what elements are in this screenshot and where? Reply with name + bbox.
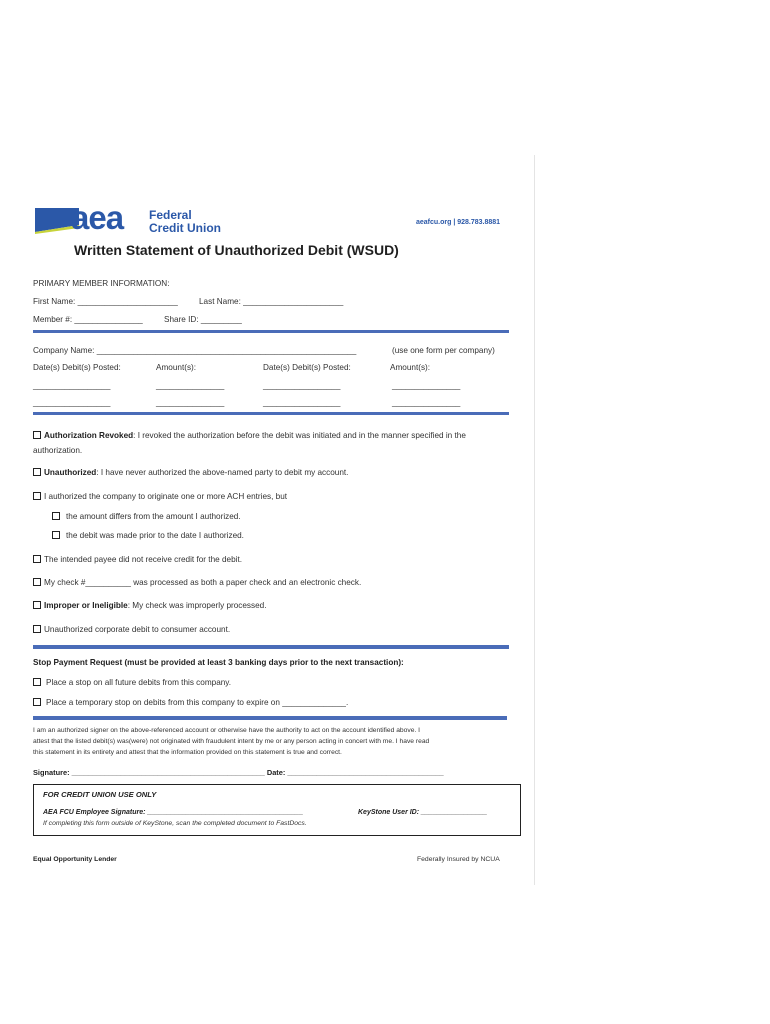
footer-ncua: Federally Insured by NCUA bbox=[417, 856, 500, 863]
attestation-line-2: attest that the listed debit(s) was(were) not originated with fraudulent intent by me or any person acting in concert with me. I have read bbox=[33, 738, 430, 745]
keystone-id-field[interactable]: KeyStone User ID: _________________ bbox=[358, 809, 488, 816]
logo-line1: Federal bbox=[149, 208, 192, 222]
date-label: Date: bbox=[266, 768, 286, 777]
sub-option-amount-differs[interactable] bbox=[52, 512, 241, 521]
checkbox[interactable] bbox=[33, 601, 41, 609]
attestation-line-1: I am an authorized signer on the above-referenced account or otherwise have the authority to act on the account identified above. I bbox=[33, 727, 421, 734]
signature-line[interactable]: _______________________________________________ bbox=[71, 768, 265, 777]
checkbox[interactable] bbox=[33, 578, 41, 586]
checkbox[interactable] bbox=[33, 625, 41, 633]
first-name-field[interactable]: First Name: ______________________ bbox=[33, 297, 178, 306]
member-info-label: PRIMARY MEMBER INFORMATION: bbox=[33, 279, 170, 288]
date-line[interactable]: ______________________________________ bbox=[287, 768, 444, 777]
amounts-header-left: Amount(s): bbox=[156, 363, 197, 372]
option-text: Place a stop on all future debits from this company. bbox=[46, 678, 232, 687]
page-edge-divider bbox=[534, 155, 535, 885]
checkbox[interactable] bbox=[33, 698, 41, 706]
option-text: Place a temporary stop on debits from this company to expire on ______________. bbox=[46, 698, 349, 707]
last-name-field[interactable]: Last Name: ______________________ bbox=[199, 297, 344, 306]
date-blank-4[interactable]: _________________ bbox=[263, 398, 341, 407]
company-name-field[interactable]: Company Name: _________________________________________________________ bbox=[33, 346, 357, 355]
date-blank-2[interactable]: _________________ bbox=[263, 381, 341, 390]
option-text: : My check was improperly processed. bbox=[127, 601, 267, 610]
option-ach-authorized[interactable] bbox=[33, 492, 287, 501]
section-divider bbox=[33, 412, 509, 415]
option-text: Unauthorized corporate debit to consumer account. bbox=[44, 625, 231, 634]
attestation-line-3: this statement in its entirety and attest that the information provided on this statement is true and correct. bbox=[33, 749, 342, 756]
company-note: (use one form per company) bbox=[392, 346, 495, 355]
option-text: the debit was made prior to the date I authorized. bbox=[66, 531, 244, 540]
fastdocs-note: If completing this form outside of KeyStone, scan the completed document to FastDocs. bbox=[43, 820, 307, 827]
contact-info: aeafcu.org | 928.783.8881 bbox=[416, 219, 501, 226]
option-text: My check #__________ was processed as both a paper check and an electronic check. bbox=[44, 578, 362, 587]
option-payee-no-credit[interactable] bbox=[33, 555, 242, 564]
member-number-field[interactable]: Member #: _______________ bbox=[33, 315, 143, 324]
logo-mark: aea bbox=[71, 199, 124, 236]
credit-union-box-heading: FOR CREDIT UNION USE ONLY bbox=[43, 790, 157, 799]
dates-header-right: Date(s) Debit(s) Posted: bbox=[263, 363, 351, 372]
logo-line2: Credit Union bbox=[149, 221, 221, 235]
date-blank-1[interactable]: _________________ bbox=[33, 381, 111, 390]
option-text: the amount differs from the amount I authorized. bbox=[66, 512, 241, 521]
option-label-bold: Improper or Ineligible bbox=[44, 601, 128, 610]
option-text: The intended payee did not receive credit for the debit. bbox=[44, 555, 242, 564]
signature-row[interactable] bbox=[33, 768, 444, 777]
checkbox[interactable] bbox=[33, 555, 41, 563]
amount-blank-1[interactable]: _______________ bbox=[156, 381, 225, 390]
employee-signature-field[interactable]: AEA FCU Employee Signature: ________________________________________ bbox=[43, 809, 304, 816]
option-text: : I revoked the authorization before the debit was initiated and in the manner specified in the bbox=[133, 431, 466, 440]
option-corporate-debit[interactable] bbox=[33, 625, 230, 634]
option-unauthorized[interactable] bbox=[33, 468, 348, 477]
section-divider bbox=[33, 716, 507, 720]
checkbox[interactable] bbox=[33, 468, 41, 476]
option-text: I authorized the company to originate one or more ACH entries, but bbox=[44, 492, 288, 501]
option-text: : I have never authorized the above-named party to debit my account. bbox=[96, 468, 349, 477]
form-title: Written Statement of Unauthorized Debit (WSUD) bbox=[74, 242, 399, 258]
footer-equal-opportunity: Equal Opportunity Lender bbox=[33, 856, 117, 863]
checkbox[interactable] bbox=[33, 492, 41, 500]
section-divider bbox=[33, 330, 509, 333]
option-label-bold: Authorization Revoked bbox=[44, 431, 134, 440]
amount-blank-3[interactable]: _______________ bbox=[156, 398, 225, 407]
amount-blank-4[interactable]: _______________ bbox=[392, 398, 461, 407]
option-check-processed[interactable] bbox=[33, 578, 361, 587]
option-improper[interactable] bbox=[33, 601, 267, 610]
checkbox[interactable] bbox=[33, 431, 41, 439]
checkbox[interactable] bbox=[52, 512, 60, 520]
stop-option-temporary[interactable] bbox=[33, 698, 348, 707]
amount-blank-2[interactable]: _______________ bbox=[392, 381, 461, 390]
logo bbox=[35, 199, 225, 236]
amounts-header-right: Amount(s): bbox=[390, 363, 431, 372]
option-label-bold: Unauthorized bbox=[44, 468, 97, 477]
section-divider bbox=[33, 645, 509, 649]
sub-option-prior-date[interactable] bbox=[52, 531, 244, 540]
dates-header-left: Date(s) Debit(s) Posted: bbox=[33, 363, 121, 372]
share-id-field[interactable]: Share ID: _________ bbox=[164, 315, 242, 324]
option-continuation: authorization. bbox=[33, 446, 83, 455]
date-blank-3[interactable]: _________________ bbox=[33, 398, 111, 407]
signature-label: Signature: bbox=[33, 768, 70, 777]
checkbox[interactable] bbox=[33, 678, 41, 686]
stop-payment-heading: Stop Payment Request (must be provided at least 3 banking days prior to the next transaction): bbox=[33, 658, 404, 667]
option-authorization-revoked[interactable] bbox=[33, 431, 466, 440]
checkbox[interactable] bbox=[52, 531, 60, 539]
stop-option-future[interactable] bbox=[33, 678, 231, 687]
